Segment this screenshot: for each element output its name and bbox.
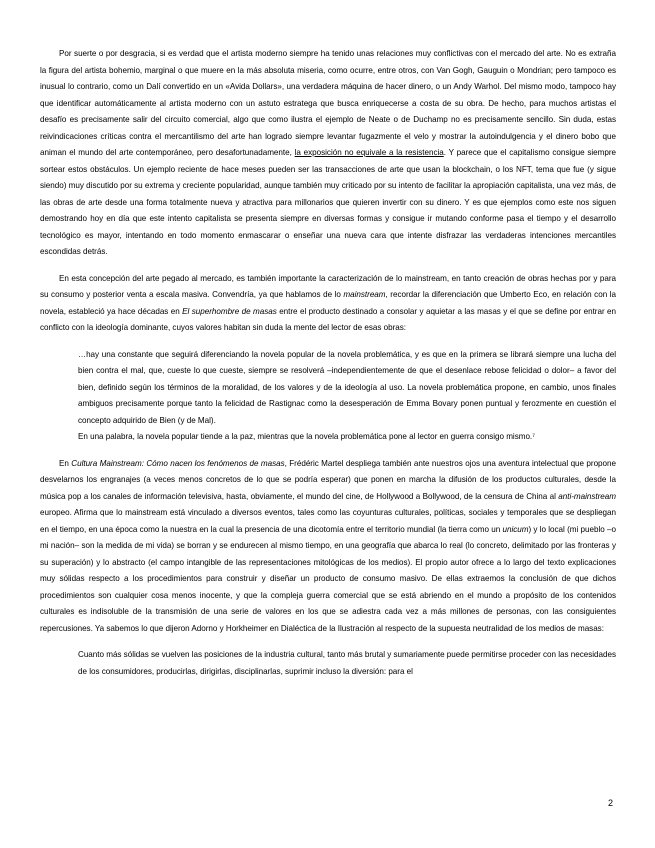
text-run: ) y lo local (mi pueblo –o mi nación– son la medida de mi vida) se borran y se endurecen al mismo tiempo, en una geografía que abarca lo real (lo concreto, delimitado por las fronteras y su superación) y lo abstracto (el campo intangible de las representaciones mitológicas de los medios). El propio autor ofrece a lo largo del texto explicaciones muy sólidas respecto a los procedimientos para construir y diseñar un producto de consumo masivo. De ellas extraemos la conclusión de que dichos procedimientos son cualquier cosa menos inocente, y que la compleja guerra comercial que se está abriendo en el mundo a propósito de los contenidos culturales es indisoluble de la transmisión de una serie de valores en los que se adiestra cada vez a más millones de personas, con las consiguientes repercusiones. Ya sabemos lo que dijeron Adorno y Horkheimer en Dialéctica de la Ilustración al respecto de la supuesta neutralidad de los medios de masas: <box>40 524 616 633</box>
text-run: , recordar la diferenciación que Umberto Eco, en relación con la novela, estableció ya hace décadas en <box>40 290 616 316</box>
italic-term: mainstream <box>343 290 386 299</box>
document-body <box>40 46 616 690</box>
book-title: El superhombre de masas <box>182 306 277 316</box>
text-run: europeo. Afirma que lo mainstream está vinculado a diversos eventos, tales como las coyunturas culturales, políticas, sociales y temporales que se despliegan en el tiempo, en una época como la nuestra en la cual la presencia de una dicotomía entre el territorio mundial (la tierra como un <box>40 508 616 534</box>
paragraph-3 <box>40 456 616 638</box>
text-run: En esta concepción del arte pegado al mercado, es también importante la caracterización de lo mainstream, en tanto creación de obras hechas por y para su consumo y posterior venta a escala masiva. Convendría, ya que hablamos de lo <box>40 273 616 299</box>
quote-line: …hay una constante que seguirá diferenciando la novela popular de la novela problemática, y es que en la primera se librará siempre una lucha del bien contra el mal, que, cueste lo que cueste, siempre se resolverá –independientemente de que el desenlace rebose felicidad o dolor– a favor del bien, definido según los términos de la moralidad, de los valores y de la ideología al uso. La novela problemática propone, en cambio, unos finales ambiguos precisamente porque tanto la felicidad de Rastignac como la desesperación de Emma Bovary ponen puntual y ferozmente en cuestión el concepto adquirido de Bien (y de Mal). <box>78 349 616 425</box>
underlined-phrase: la exposición no equivale a la resistencia <box>294 148 444 157</box>
quote-line: En una palabra, la novela popular tiende a la paz, mientras que la novela problemática pone al lector en guerra consigo mismo.⁷ <box>78 432 536 441</box>
paragraph-2 <box>40 271 616 337</box>
paragraph-1 <box>40 46 616 261</box>
text-run: En <box>59 458 72 468</box>
quote-line: Cuanto más sólidas se vuelven las posiciones de la industria cultural, tanto más brutal y sumariamente puede permitirse proceder con las necesidades de los consumidores, producirlas, dirigirlas, disciplinarlas, suprimir incluso la diversión: para el <box>78 650 616 676</box>
text-run: Por suerte o por desgracia, si es verdad que el artista moderno siempre ha tenido unas relaciones muy conflictivas con el mercado del arte. No es extraña la figura del artista bohemio, marginal o que muere en la más absoluta miseria, como ocurre, entre otros, con Van Gogh, Gauguin o Mondrian; pero tampoco es inusual lo contrario, como un Dalí convertido en un «Avida Dollars», una verdadera máquina de hacer dinero, o un Andy Warhol. Del mismo modo, tampoco hay que identificar automáticamente al artista moderno con un astuto estratega que busca enriquecerse a costa de su obra. De hecho, para muchos artistas el desafío es precisamente salir del circuito comercial, algo que como ilustra el ejemplo de Neate o de Duchamp no es precisamente sencillo. Sin duda, estas reivindicaciones críticas contra el mercantilismo del arte han logrado siempre levantar fugazmente el velo y mostrar la autoindulgencia y el dinero bobo que animan el mundo del arte contemporáneo, pero desafortunadamente, <box>40 49 616 157</box>
page-number: 2 <box>607 798 613 808</box>
italic-term: anti-mainstream <box>558 491 616 501</box>
text-run: entre el producto destinado a consolar y aquietar a las masas y el que se define por entrar en conflicto con la ideología dominante, cuyos valores habitan sin duda la mente del lector de esas obras: <box>40 306 617 332</box>
text-run: . Y parece que el capitalismo consigue siempre sortear estos obstáculos. Un ejemplo reciente de hace meses pueden ser las transacciones de arte que usan la blockchain, o los NFT, tema que fue (y sigue siendo) muy discutido por su extrema y creciente popularidad, aunque también muy criticado por su intento de facilitar la apropiación capitalista, una vez más, de las obras de arte desde una forma totalmente nueva y atractiva para millonarios que quieren invertir con su dinero. Y es que ejemplos como este nos siguen demostrando hoy en día que este intento capitalista se presenta siempre en diversas formas y consigue ir mutando conforme pasa el tiempo y el desarrollo tecnológico es mayor, intentando en todo momento enmascarar o enseñar una nueva cara que intente disfrazar las verdaderas intenciones mercantiles escondidas detrás. <box>40 148 616 256</box>
italic-term: unicum <box>502 524 529 534</box>
text-run: , Frédéric Martel despliega también ante nuestros ojos una aventura intelectual que propone desvelarnos los engranajes (a veces menos concretos de lo que se podría esperar) que ponen en marcha la difusión de los productos culturales, desde la música pop a los canales de información televisiva, hasta, obviamente, el mundo del cine, de Hollywood a Bollywood, de la censura de China al <box>40 458 616 501</box>
book-title: Cultura Mainstream: Cómo nacen los fenómenos de masas <box>71 458 285 468</box>
block-quote-2 <box>40 647 616 680</box>
block-quote-1 <box>40 347 616 446</box>
